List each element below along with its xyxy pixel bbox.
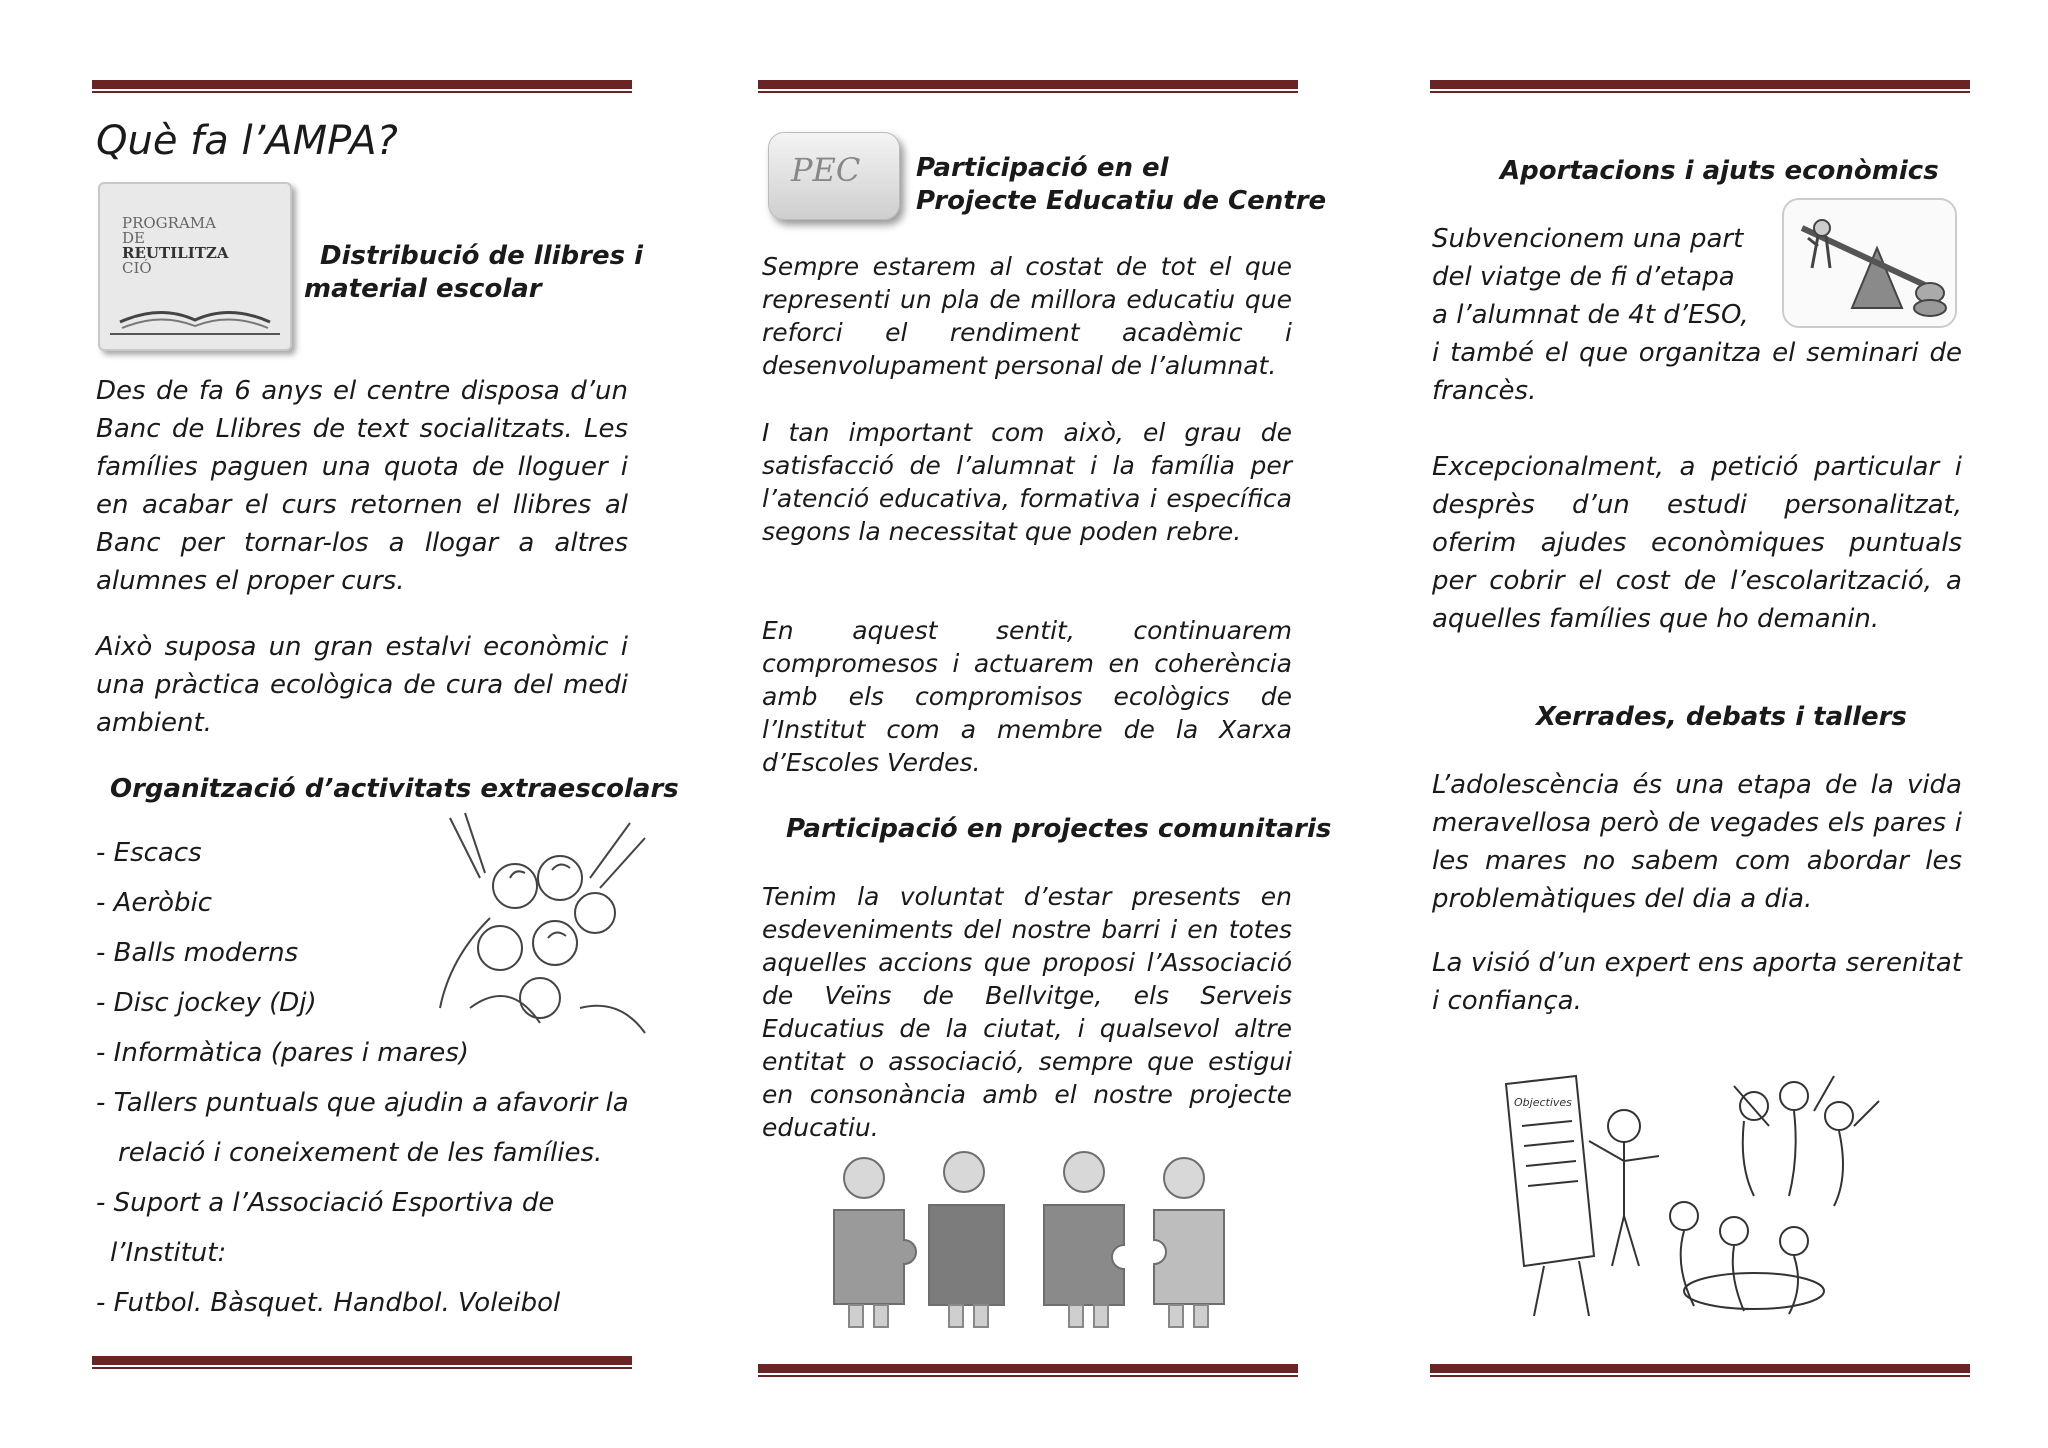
top-rule-col2 [758, 80, 1298, 93]
books-paragraph: Des de fa 6 anys el centre disposa d’un Banc de Llibres de text socialitzats. Les famílies paguen una quota de lloguer i en acabar el curs retornen el llibres al Banc per tornar-los a llogar a altres alumnes el proper curs. [96, 376, 628, 596]
top-rule-col3 [1430, 80, 1970, 93]
books-heading [304, 240, 643, 306]
activity-item: - Informàtica (pares i mares) [96, 1038, 469, 1068]
pec-heading-line-2: Projecte Educatiu de Centre [916, 186, 1327, 216]
logo-line-4: CIÓ [122, 259, 152, 277]
activity-item: - Futbol. Bàsquet. Handbol. Voleibol [96, 1288, 561, 1318]
bottom-rule-col1 [92, 1356, 632, 1369]
aid-line-1: Subvencionem una part [1432, 224, 1744, 254]
activity-item: relació i coneixement de les famílies. [118, 1138, 603, 1168]
activity-item: - Suport a l’Associació Esportiva de [96, 1188, 555, 1218]
pec-heading-line-1: Participació en el [916, 153, 1169, 183]
ecology-paragraph: Això suposa un gran estalvi econòmic i una pràctica ecològica de cura del medi ambient. [96, 632, 628, 738]
top-rule-col1 [92, 80, 632, 93]
page-title: Què fa l’AMPA? [96, 118, 398, 164]
aid-lines [1432, 220, 1749, 334]
activity-item: - Balls moderns [96, 938, 299, 968]
workshop-illustration [1494, 1066, 1894, 1316]
books-heading-line-1: Distribució de llibres i [320, 241, 644, 271]
bottom-rule-col3 [1430, 1364, 1970, 1377]
balance-seesaw-illustration [1782, 198, 1957, 328]
activities-heading: Organització d’activitats extraescolars [110, 774, 679, 804]
pec-paragraph-3: En aquest sentit, continuarem compromesos i actuarem en coherència amb els compromisos ecològics de l’Institut com a membre de la Xarxa d’Escoles Verdes. [762, 616, 1292, 777]
cheering-people-illustration [430, 808, 660, 1048]
aid-rest: i també el que organitza el seminari de francès. [1432, 338, 1962, 406]
pec-paragraph-1: Sempre estarem al costat de tot el que representi un pla de millora educatiu que reforci el rendiment acadèmic i desenvolupament personal de l’alumnat. [762, 252, 1292, 380]
activity-item: - Escacs [96, 838, 202, 868]
community-paragraph: Tenim la voluntat d’estar presents en esdeveniments del nostre barri i en totes aquelles accions que proposi l’Associació de Veïns de Bellvitge, els Serveis Educatius de la ciutat, i qualsevol altre entitat o associació, sempre que estigui en consonància amb el nostre projecte educatiu. [762, 882, 1292, 1142]
activity-item: - Disc jockey (Dj) [96, 988, 317, 1018]
logo-line-2: DE [122, 229, 145, 247]
aid-line-2: del viatge de fi d’etapa [1432, 262, 1735, 292]
logo-line-3: REUTILITZA [122, 244, 229, 262]
talks-paragraph-2: La visió d’un expert ens aporta serenitat i confiança. [1432, 948, 1962, 1016]
reuse-program-logo [98, 182, 292, 351]
talks-heading: Xerrades, debats i tallers [1536, 702, 1907, 732]
puzzle-people-illustration [814, 1150, 1234, 1330]
activity-item: l’Institut: [110, 1238, 227, 1268]
pec-heading [916, 152, 1326, 218]
books-heading-line-2: material escolar [304, 274, 542, 304]
pec-logo [768, 132, 900, 220]
pec-logo-text: PEC [791, 151, 861, 189]
community-heading: Participació en projectes comunitaris [786, 814, 1332, 844]
aid-line-3: a l’alumnat de 4t d’ESO, [1432, 300, 1749, 330]
logo-line-1: PROGRAMA [122, 214, 216, 232]
aid-heading: Aportacions i ajuts econòmics [1500, 156, 1939, 186]
flipchart-text: Objectives [1514, 1096, 1572, 1109]
pec-paragraph-2: I tan important com això, el grau de satisfacció de l’alumnat i la família per l’atenció educativa, formativa i específica segons la necessitat que poden rebre. [762, 418, 1292, 546]
activity-item: - Aeròbic [96, 888, 213, 918]
activity-item: - Tallers puntuals que ajudin a afavorir la [96, 1088, 629, 1118]
bottom-rule-col2 [758, 1364, 1298, 1377]
aid-paragraph-2: Excepcionalment, a petició particular i desprès d’un estudi personalitzat, oferim ajudes econòmiques puntuals per cobrir el cost de l’escolarització, a aquelles famílies que ho demanin. [1432, 452, 1962, 634]
open-book-icon [100, 284, 290, 344]
talks-paragraph-1: L’adolescència és una etapa de la vida meravellosa però de vegades els pares i les mares no sabem com abordar les problemàtiques del dia a dia. [1432, 770, 1962, 914]
